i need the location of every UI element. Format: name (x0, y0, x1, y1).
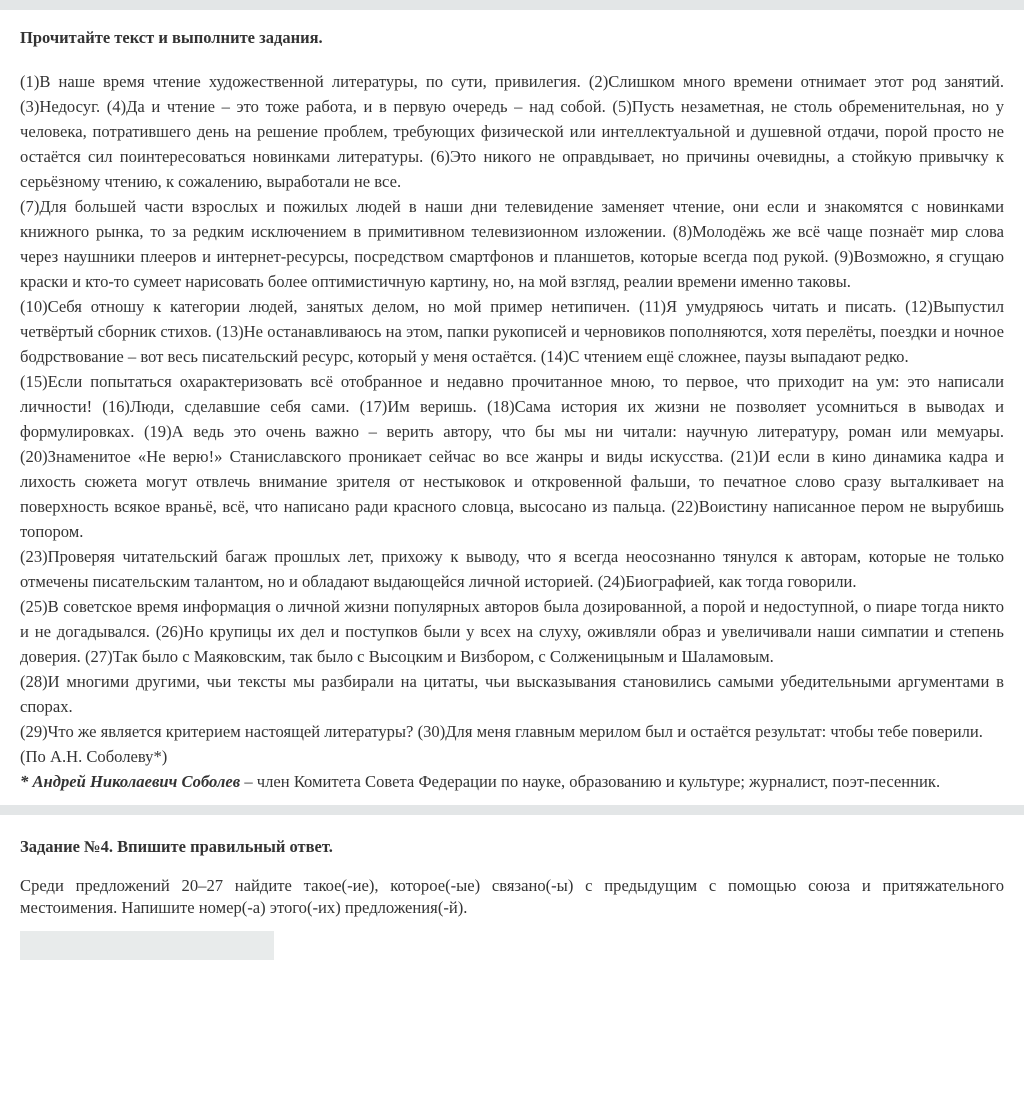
answer-input[interactable] (20, 931, 274, 960)
task-section (0, 815, 1024, 960)
text-paragraph: (23)Проверяя читательский багаж прошлых лет, прихожу к выводу, что я всегда неосознанно тянулся к авторам, которые не только отмечены писательским талантом, но и обладают выдающейся личной историей. (24)Биографией, как тогда говорили. (20, 547, 1004, 591)
reading-text (20, 69, 1004, 794)
section-separator-band (0, 805, 1024, 815)
text-source: (По А.Н. Соболеву*) (20, 747, 168, 766)
reading-section (0, 10, 1024, 794)
text-paragraph: (1)В наше время чтение художественной литературы, по сути, привилегия. (2)Слишком много времени отнимает этот род занятий. (3)Недосуг. (4)Да и чтение – это тоже работа, и в первую очередь – над собой. (5)Пусть незаметная, не столь обременительная, но у человека, потратившего день на решение проблем, требующих физической или интеллектуальной и душевной отдачи, порой просто не остаётся сил поинтересоваться новинками литературы. (6)Это никого не оправдывает, но причины очевидны, а стойкую привычку к серьёзному чтению, к сожалению, выработали не все. (20, 72, 1004, 191)
text-paragraph: (15)Если попытаться охарактеризовать всё отобранное и недавно прочитанное мною, то первое, что приходит на ум: это написали личности! (16)Люди, сделавшие себя сами. (17)Им веришь. (18)Сама история их жизни не позволяет усомниться в выводах и формулировках. (19)А ведь это очень важно – верить автору, что бы мы ни читали: научную литературу, роман или мемуары. (20)Знаменитое «Не верю!» Станиславского проникает сейчас во все жанры и виды искусства. (21)И если в кино динамика кадра и лихость сюжета могут отвлечь внимание зрителя от нестыковок и откровенной фальши, то печатное слово сразу выталкивает на поверхность всякое враньё, всё, что написано ради красного словца, высосано из пальца. (22)Воистину написанное пером не вырубишь топором. (20, 372, 1004, 541)
text-paragraph: (25)В советское время информация о личной жизни популярных авторов была дозированной, а порой и недоступной, о пиаре тогда никто и не догадывался. (26)Но крупицы их дел и поступков были у всех на слуху, оживляли образ и увеличивали наши симпатии и степень доверия. (27)Так было с Маяковским, так было с Высоцким и Визбором, с Солженицыным и Шаламовым. (20, 597, 1004, 666)
text-paragraph: (28)И многими другими, чьи тексты мы разбирали на цитаты, чьи высказывания становились самыми убедительными аргументами в спорах. (20, 672, 1004, 716)
footnote-description: – член Комитета Совета Федерации по науке, образованию и культуре; журналист, поэт-песенник. (240, 772, 941, 791)
top-separator-band (0, 0, 1024, 10)
footnote-author-name: * Андрей Николаевич Соболев (20, 772, 241, 791)
task-question: Среди предложений 20–27 найдите такое(-ие), которое(-ые) связано(-ы) с предыдущим с помощью союза и притяжательного местоимения. Напишите номер(-а) этого(-их) предложения(-й). (20, 876, 1004, 917)
text-paragraph: (7)Для большей части взрослых и пожилых людей в наши дни телевидение заменяет чтение, они если и знакомятся с новинками книжного рынка, то за редким исключением в примитивном телевизионном изложении. (8)Молодёжь же всё чаще познаёт мир слова через наушники плееров и интернет-ресурсы, посредством смартфонов и планшетов, которые всегда под рукой. (9)Возможно, я сгущаю краски и кто-то сумеет нарисовать более оптимистичную картину, но, на мой взгляд, реалии времени именно таковы. (20, 197, 1004, 291)
task-title: Задание №4. Впишите правильный ответ. (20, 837, 333, 856)
text-paragraph: (10)Себя отношу к категории людей, занятых делом, но мой пример нетипичен. (11)Я умудряюсь читать и писать. (12)Выпустил четвёртый сборник стихов. (13)Не останавливаюсь на этом, папки рукописей и черновиков пополняются, хотя перелёты, поездки и ночное бодрствование – вот весь писательский ресурс, который у меня остаётся. (14)С чтением ещё сложнее, паузы выпадают редко. (20, 297, 1004, 366)
reading-instruction: Прочитайте текст и выполните задания. (20, 28, 323, 47)
text-paragraph: (29)Что же является критерием настоящей литературы? (30)Для меня главным мерилом был и остаётся результат: чтобы тебе поверили. (20, 722, 983, 741)
author-footnote (20, 769, 1004, 794)
